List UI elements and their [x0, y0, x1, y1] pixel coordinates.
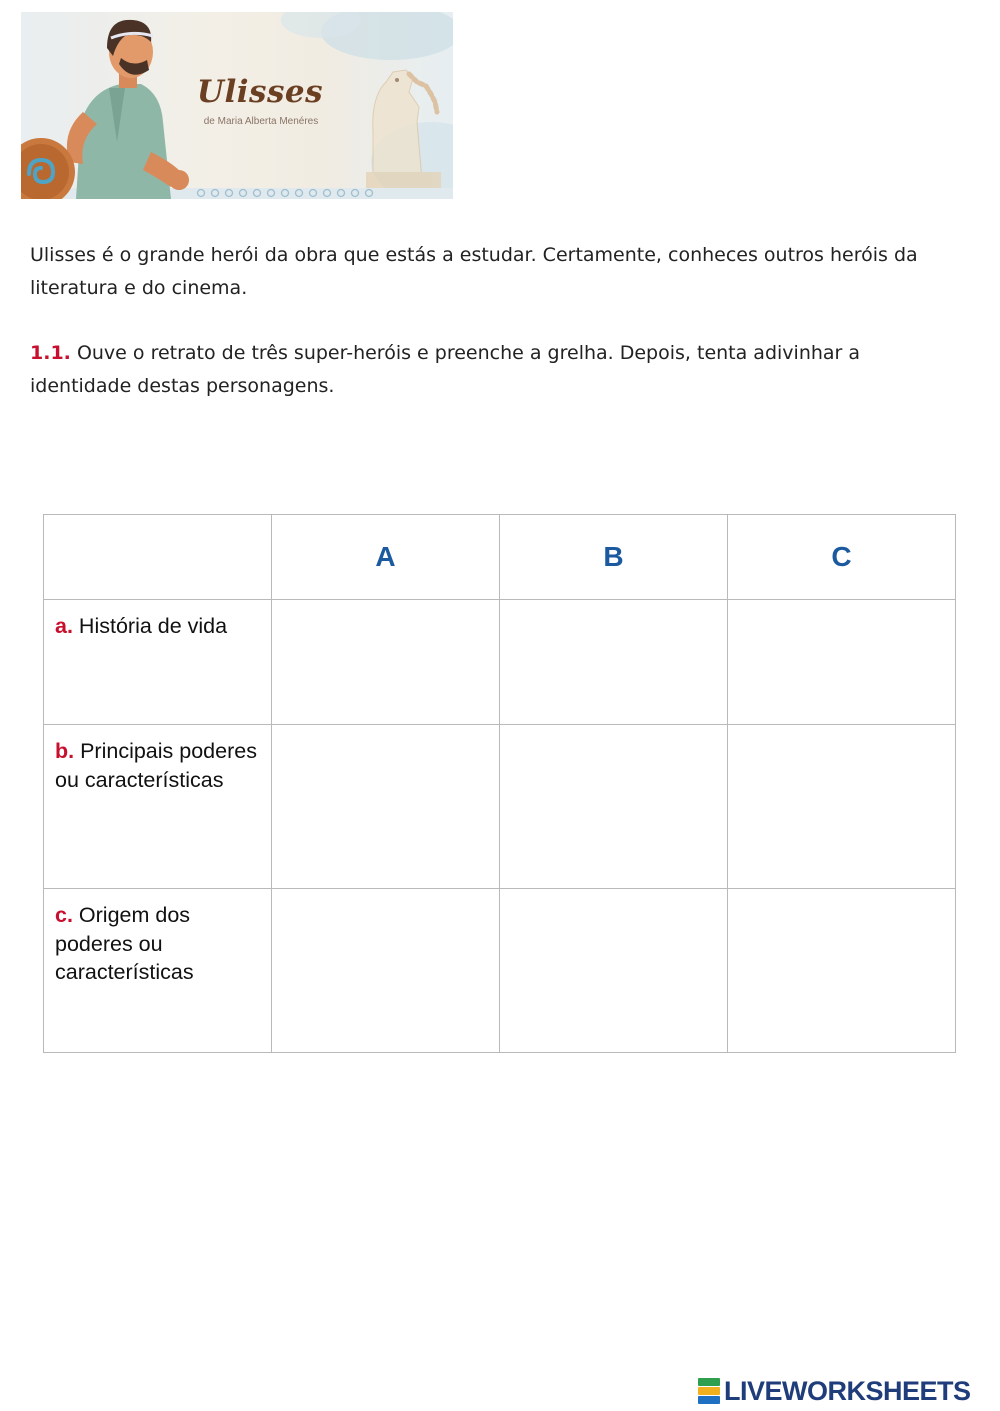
- answer-grid: [43, 514, 956, 1053]
- answer-cell-a-b[interactable]: [500, 600, 728, 725]
- answer-cell-b-c[interactable]: [728, 725, 956, 889]
- liveworksheets-logo[interactable]: [698, 1376, 971, 1406]
- question-paragraph: [30, 337, 960, 403]
- column-header-label: B: [603, 541, 624, 572]
- row-letter: a.: [55, 614, 73, 638]
- column-header-label: A: [375, 541, 396, 572]
- row-label-text: História de vida: [78, 614, 228, 638]
- answer-cell-a-a[interactable]: [272, 600, 500, 725]
- logo-stripe: [698, 1396, 720, 1404]
- banner-title: Ulisses: [196, 74, 324, 110]
- answer-cell-b-b[interactable]: [500, 725, 728, 889]
- column-header-c: [728, 515, 956, 600]
- row-letter: b.: [55, 739, 75, 763]
- column-header-b: [500, 515, 728, 600]
- row-label-a: [44, 600, 272, 725]
- row-label-text: Principais poderes ou características: [55, 739, 257, 792]
- question-text: Ouve o retrato de três super-heróis e preenche a grelha. Depois, tenta adivinhar a identidade destas personagens.: [30, 342, 861, 397]
- row-label-b: [44, 725, 272, 889]
- row-label-c: [44, 889, 272, 1053]
- empty-corner-cell: [44, 515, 272, 600]
- answer-cell-a-c[interactable]: [728, 600, 956, 725]
- table-row: [44, 889, 956, 1053]
- row-letter: c.: [55, 903, 73, 927]
- question-number: 1.1.: [30, 342, 71, 364]
- intro-paragraph: Ulisses é o grande herói da obra que estás a estudar. Certamente, conheces outros heróis da literatura e do cinema.: [30, 244, 918, 299]
- brand-name: LIVEWORKSHEETS: [724, 1375, 971, 1406]
- answer-cell-c-a[interactable]: [272, 889, 500, 1053]
- answer-cell-b-a[interactable]: [272, 725, 500, 889]
- column-header-a: [272, 515, 500, 600]
- logo-stripe: [698, 1378, 720, 1386]
- row-label-text: Origem dos poderes ou características: [55, 903, 194, 984]
- liveworksheets-logo-icon: [698, 1378, 720, 1404]
- table-row: [44, 725, 956, 889]
- answer-cell-c-b[interactable]: [500, 889, 728, 1053]
- book-banner: [21, 12, 453, 199]
- banner-subtitle: de Maria Alberta Menéres: [203, 116, 319, 127]
- answer-cell-c-c[interactable]: [728, 889, 956, 1053]
- header-row: [44, 515, 956, 600]
- table-row: [44, 600, 956, 725]
- column-header-label: C: [831, 541, 852, 572]
- logo-stripe: [698, 1387, 720, 1395]
